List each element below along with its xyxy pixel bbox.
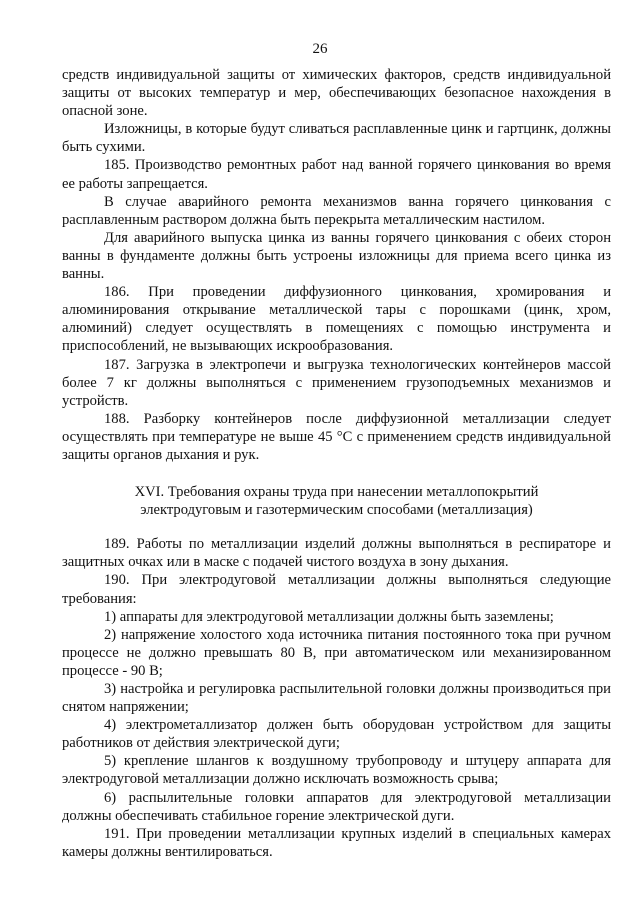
document-body — [62, 66, 611, 861]
paragraph: 1) аппараты для электродуговой металлизации должны быть заземлены; — [104, 608, 554, 625]
paragraph: 4) электрометаллизатор должен быть оборудован устройством для защиты работников от действия электрической дуги; — [62, 717, 611, 752]
paragraph: средств индивидуальной защиты от химических факторов, средств индивидуальной защиты от высоких температур и мер, обеспечивающих безопасное нахождения в опасной зоне. — [62, 67, 611, 120]
section-heading-line-1: XVI. Требования охраны труда при нанесении металлопокрытий — [134, 484, 539, 501]
paragraph: 187. Загрузка в электропечи и выгрузка технологических контейнеров массой более 7 кг должны выполняться с применением грузоподъемных механизмов и устройств. — [62, 356, 611, 409]
paragraph: 5) крепление шлангов к воздушному трубопроводу и штуцеру аппарата для электродуговой металлизации должно исключать возможность срыва; — [62, 753, 611, 788]
paragraph: 186. При проведении диффузионного цинкования, хромирования и алюминирования открывание металлической тары с порошками (цинк, хром, алюминий) следует осуществлять в помещениях с помощью инструмента и приспособлений, не вызывающих искрообразования. — [62, 284, 611, 355]
text-block-after-heading — [62, 535, 611, 861]
paragraph: 3) настройка и регулировка распылительной головки должны производиться при снятом напряжении; — [62, 681, 611, 716]
paragraph: Изложницы, в которые будут сливаться расплавленные цинк и гартцинк, должны быть сухими. — [62, 121, 611, 156]
text-block-before-heading — [62, 66, 611, 464]
paragraph: 2) напряжение холостого хода источника питания постоянного тока при ручном процессе не должно превышать 80 В, при автоматическом или механизированном процессе - 90 В; — [62, 626, 611, 679]
paragraph: 6) распылительные головки аппаратов для электродуговой металлизации должны обеспечивать стабильное горение электрической дуги. — [62, 789, 611, 824]
section-heading-line-2: электродуговым и газотермическим способами (металлизация) — [140, 502, 533, 519]
section-heading — [62, 483, 611, 519]
paragraph: 190. При электродуговой металлизации должны выполняться следующие требования: — [62, 572, 611, 607]
paragraph: 191. При проведении металлизации крупных изделий в специальных камерах камеры должны вентилироваться. — [62, 825, 611, 860]
paragraph: 185. Производство ремонтных работ над ванной горячего цинкования во время ее работы запрещается. — [62, 157, 611, 192]
paragraph: 189. Работы по металлизации изделий должны выполняться в респираторе и защитных очках или в маске с подачей чистого воздуха в зону дыхания. — [62, 536, 611, 571]
paragraph: Для аварийного выпуска цинка из ванны горячего цинкования с обеих сторон ванны в фундаменте должны быть устроены изложницы для приема всего цинка из ванны. — [62, 229, 611, 283]
page-number: 26 — [312, 41, 328, 57]
paragraph: 188. Разборку контейнеров после диффузионной металлизации следует осуществлять при температуре не выше 45 °С с применением средств индивидуальной защиты органов дыхания и рук. — [62, 410, 611, 463]
paragraph: В случае аварийного ремонта механизмов ванна горячего цинкования с расплавленным раствором должна быть перекрыта металлическим настилом. — [62, 193, 611, 228]
